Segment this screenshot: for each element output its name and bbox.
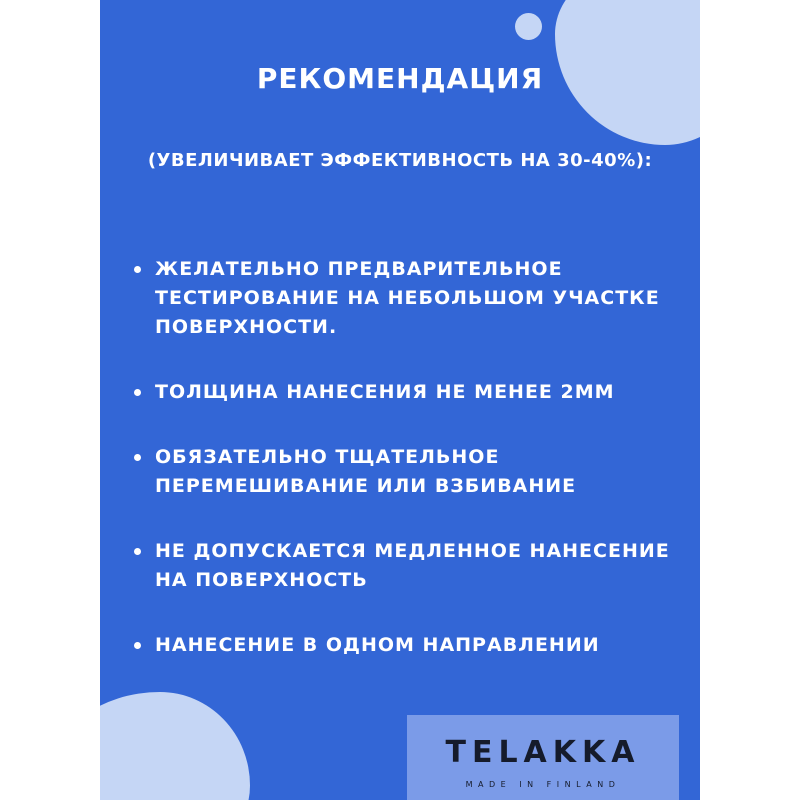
recommendation-card [100, 0, 700, 800]
decorative-blob-bottom [100, 692, 250, 800]
brand-logo [407, 715, 679, 800]
list-item-text: ТОЛЩИНА НАНЕСЕНИЯ НЕ МЕНЕЕ 2ММ [155, 381, 615, 403]
recommendation-list [130, 255, 670, 696]
list-item [130, 537, 670, 595]
bullet-icon [134, 266, 141, 273]
list-item [130, 378, 670, 407]
list-item-text: НЕ ДОПУСКАЕТСЯ МЕДЛЕННОЕ НАНЕСЕНИЕ НА ПОВЕРХНОСТЬ [155, 540, 670, 591]
bullet-icon [134, 454, 141, 461]
list-item [130, 631, 670, 660]
brand-tagline: MADE IN FINLAND [465, 780, 621, 789]
page-subtitle: (УВЕЛИЧИВАЕТ ЭФФЕКТИВНОСТЬ НА 30-40%): [147, 150, 653, 171]
decorative-dot [515, 13, 542, 40]
page-title: РЕКОМЕНДАЦИЯ [256, 62, 544, 95]
list-item-text: ОБЯЗАТЕЛЬНО ТЩАТЕЛЬНОЕ ПЕРЕМЕШИВАНИЕ ИЛИ ВЗБИВАНИЕ [155, 446, 577, 497]
list-item-text: НАНЕСЕНИЕ В ОДНОМ НАПРАВЛЕНИИ [155, 634, 600, 656]
list-item-text: ЖЕЛАТЕЛЬНО ПРЕДВАРИТЕЛЬНОЕ ТЕСТИРОВАНИЕ НА НЕБОЛЬШОМ УЧАСТКЕ ПОВЕРХНОСТИ. [155, 258, 660, 338]
list-item [130, 255, 670, 342]
bullet-icon [134, 548, 141, 555]
bullet-icon [134, 389, 141, 396]
brand-name: TELAKKA [445, 735, 641, 770]
bullet-icon [134, 642, 141, 649]
list-item [130, 443, 670, 501]
